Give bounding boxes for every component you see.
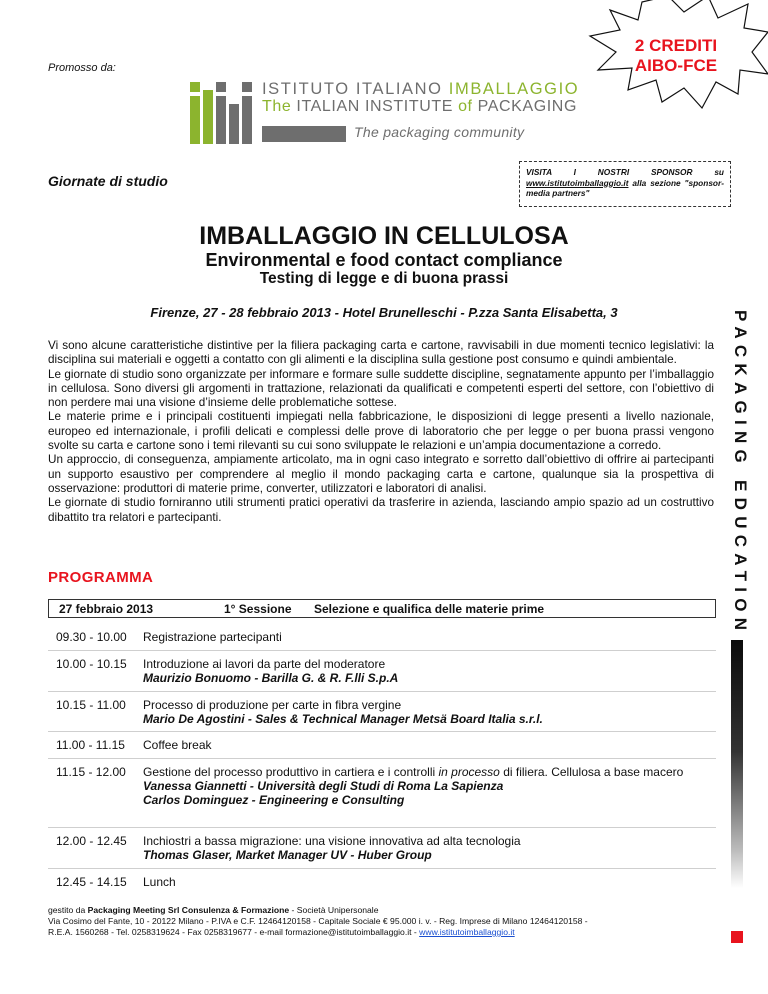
schedule-desc bbox=[143, 657, 703, 685]
schedule-topic: Processo di produzione per carte in fibra vergine bbox=[143, 698, 402, 712]
schedule-topic: Coffee break bbox=[143, 738, 212, 752]
sponsor-text: VISITA I NOSTRI SPONSOR su bbox=[526, 167, 724, 177]
footer-line-1 bbox=[48, 905, 728, 916]
logo-tagline: The packaging community bbox=[354, 124, 525, 140]
footer-company: Packaging Meeting Srl Consulenza & Formazione bbox=[87, 905, 290, 915]
programme-heading: PROGRAMMA bbox=[48, 569, 154, 586]
schedule-time: 12.45 - 14.15 bbox=[56, 875, 127, 889]
institute-logo-icon bbox=[190, 82, 252, 144]
red-square-icon bbox=[731, 931, 743, 943]
schedule-time: 11.00 - 11.15 bbox=[56, 738, 125, 752]
side-gradient-bar bbox=[731, 640, 743, 888]
subtitle-1: Environmental e food contact compliance bbox=[205, 250, 563, 270]
schedule-time: 10.15 - 11.00 bbox=[56, 698, 126, 712]
credits-line-2: AIBO-FCE bbox=[634, 56, 718, 75]
row-divider bbox=[48, 758, 716, 759]
footer-email[interactable]: formazione@istitutoimballaggio.it bbox=[285, 927, 412, 937]
footer-line-2: Via Cosimo del Fante, 10 - 20122 Milano - P.IVA e C.F. 12464120158 - Capitale Sociale € 95.000 i. v. - Reg. Imprese di Milano 12464120158 - bbox=[48, 916, 588, 926]
logo-bar bbox=[262, 126, 346, 142]
schedule-time: 10.00 - 10.15 bbox=[56, 657, 127, 671]
footer-line-1-rest: - Società Unipersonale bbox=[289, 905, 379, 915]
intro-paragraph: Un approccio, di conseguenza, ampiamente articolato, ma in ogni caso integrato e sorretto dall’obiettivo di offrire ai partecipanti un supporto esaustivo per comprendere al meglio il mondo packaging carta e cartone, qualunque sia la prospettiva di osservazione: produttori di materie prime, converter, utilizzatori e laboratori di analisi. bbox=[48, 453, 714, 495]
credits-line-1: 2 CREDITI bbox=[634, 36, 718, 55]
schedule-topic: Introduzione ai lavori da parte del moderatore bbox=[143, 657, 386, 671]
subtitle-2: Testing di legge e di buona prassi bbox=[259, 270, 509, 287]
session-title: Selezione e qualifica delle materie prime bbox=[314, 602, 545, 616]
row-divider bbox=[48, 827, 716, 828]
session-number: 1° Sessione bbox=[224, 602, 292, 616]
speaker: Thomas Glaser, Market Manager UV - Huber Group bbox=[143, 848, 432, 862]
schedule-topic: Lunch bbox=[143, 875, 176, 889]
logo-line-2-c: of bbox=[458, 98, 478, 115]
intro-text bbox=[48, 339, 714, 525]
schedule-topic: Registrazione partecipanti bbox=[143, 630, 282, 644]
footer-line-3 bbox=[48, 927, 728, 938]
speaker: Carlos Dominguez - Engineering e Consulting bbox=[143, 793, 405, 807]
sponsor-text-end: alla sezione "sponsor-media partners" bbox=[526, 177, 724, 199]
logo-line-1-a: ISTITUTO ITALIANO bbox=[262, 80, 449, 98]
promoted-by-label: Promosso da: bbox=[48, 62, 116, 74]
row-divider bbox=[48, 650, 716, 651]
speaker: Maurizio Bonuomo - Barilla G. & R. F.lli S.p.A bbox=[143, 671, 399, 685]
intro-paragraph: Le giornate di studio sono organizzate per informare e formare sulle suddette discipline, segnatamente appunto per l’imballaggio in cellulosa. Sono diversi gli argomenti in trattazione, relazionati da qualificati e competenti esperti del settore, con l’obiettivo di non perdere mai una visione d’insieme delle problematiche sottese. bbox=[48, 367, 714, 410]
row-divider bbox=[48, 691, 716, 692]
speaker: Mario De Agostini - Sales & Technical Manager Metsä Board Italia s.r.l. bbox=[143, 712, 543, 726]
intro-paragraph: Vi sono alcune caratteristiche distintive per la filiera packaging carta e cartone, ravvisabili in due momenti tecnico legislativi: la disciplina sui materiali e oggetti a contatto con gli alimenti e la disciplina sulla gestione post consumo e quindi ambientale. bbox=[48, 339, 714, 367]
logo-line-1-b: IMBALLAGGIO bbox=[448, 80, 580, 98]
schedule-topic-end: di filiera. Cellulosa a base macero bbox=[499, 765, 684, 779]
schedule-topic: Inchiostri a bassa migrazione: una visione innovativa ad alta tecnologia bbox=[143, 834, 521, 848]
schedule-desc bbox=[143, 834, 703, 862]
speaker: Vanessa Giannetti - Università degli Studi di Roma La Sapienza bbox=[143, 779, 504, 793]
schedule-topic: Gestione del processo produttivo in cartiera e i controlli bbox=[143, 765, 439, 779]
footer-prefix: gestito da bbox=[48, 905, 88, 915]
row-divider bbox=[48, 731, 716, 732]
schedule-topic-emphasis: in processo bbox=[438, 765, 500, 779]
venue-line: Firenze, 27 - 28 febbraio 2013 - Hotel Brunelleschi - P.zza Santa Elisabetta, 3 bbox=[150, 305, 618, 320]
session-date: 27 febbraio 2013 bbox=[59, 602, 154, 616]
footer-contacts: R.E.A. 1560268 - Tel. 0258319624 - Fax 0258319677 - e-mail bbox=[48, 927, 286, 937]
logo-line-2-b: ITALIAN INSTITUTE bbox=[296, 98, 459, 115]
footer-website-link[interactable]: www.istitutoimballaggio.it bbox=[419, 927, 515, 937]
logo-line-2-a: The bbox=[262, 98, 297, 115]
session-header bbox=[48, 599, 716, 618]
schedule-time: 09.30 - 10.00 bbox=[56, 630, 127, 644]
intro-paragraph: Le materie prime e i principali costituenti impiegati nella fabbricazione, le disposizioni di legge presenti a livello nazionale, europeo ed internazionale, i profili delicati e complessi delle prove di laboratorio che per legge o per buona prassi vengono svolte su carta e cartone sono i temi rilevanti su cui sono sviluppate le relazioni e un’ampia documentazione a corredo. bbox=[48, 410, 714, 453]
logo-line-2 bbox=[262, 98, 577, 116]
schedule-desc bbox=[143, 698, 703, 726]
logo-line-2-d: PACKAGING bbox=[477, 98, 578, 115]
schedule-time: 12.00 - 12.45 bbox=[56, 834, 127, 848]
schedule-time: 11.15 - 12.00 bbox=[56, 765, 126, 779]
side-label bbox=[720, 310, 750, 632]
schedule-desc bbox=[143, 875, 703, 889]
intro-paragraph: Le giornate di studio forniranno utili strumenti pratici operativi da trasferire in azienda, lasciando ampio spazio ad un costruttivo dibattito tra relatori e partecipanti. bbox=[48, 496, 714, 524]
row-divider bbox=[48, 868, 716, 869]
schedule-desc bbox=[143, 765, 703, 807]
footer-separator: - bbox=[411, 927, 420, 937]
page-title: IMBALLAGGIO IN CELLULOSA bbox=[199, 222, 569, 250]
sponsor-box bbox=[519, 161, 731, 207]
credits-badge bbox=[606, 36, 746, 76]
logo-line-1 bbox=[262, 80, 579, 99]
footer bbox=[48, 905, 728, 938]
schedule-desc bbox=[143, 738, 703, 752]
sponsor-link[interactable]: www.istitutoimballaggio.it bbox=[526, 177, 629, 188]
side-label-text: PACKAGING EDUCATION bbox=[731, 310, 750, 630]
schedule-desc bbox=[143, 630, 703, 644]
event-type-label: Giornate di studio bbox=[48, 173, 168, 189]
